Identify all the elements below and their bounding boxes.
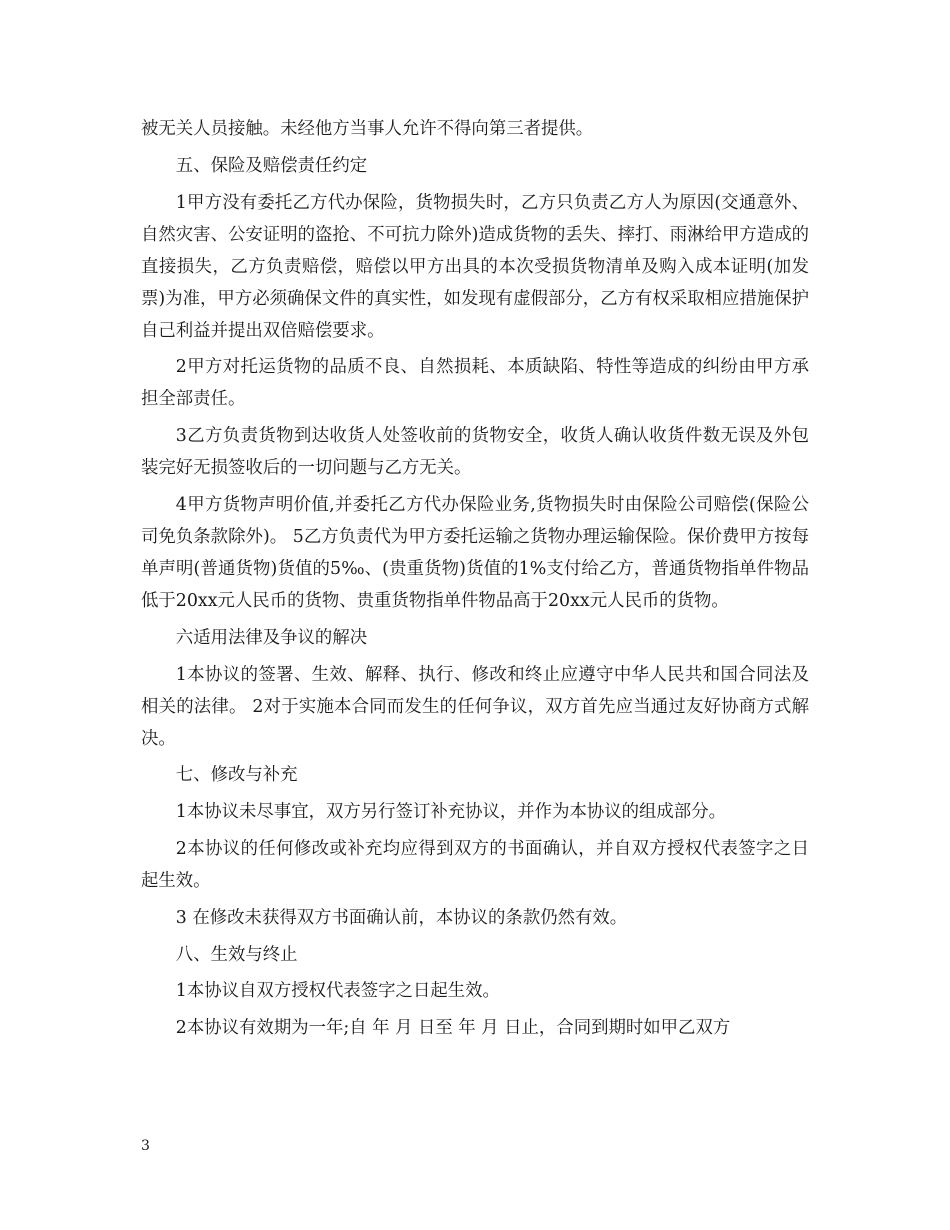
clause-amendment-1: 1本协议未尽事宜，双方另行签订补充协议，并作为本协议的组成部分。 <box>175 802 726 823</box>
section-heading-law: 六适用法律及争议的解决 <box>175 627 368 648</box>
clause-amendment-2: 2本协议的任何修改或补充均应得到双方的书面确认，并自双方授权代表签字之日起生效。 <box>141 838 809 891</box>
section-heading-insurance: 五、保险及赔偿责任约定 <box>175 155 368 176</box>
page-number: 3 <box>141 1138 150 1154</box>
section-heading-validity: 八、生效与终止 <box>175 944 298 965</box>
clause-insurance-3: 3乙方负责货物到达收货人处签收前的货物安全，收货人确认收货件数无误及外包装完好无损签收后的一切问题与乙方无关。 <box>141 426 809 479</box>
paragraph-continuation: 被无关人员接触。未经他方当事人允许不得向第三者提供。 <box>141 119 594 139</box>
clause-insurance-2: 2甲方对托运货物的品质不良、自然损耗、本质缺陷、特性等造成的纠纷由甲方承担全部责任。 <box>141 357 809 410</box>
clause-law-1-2: 1本协议的签署、生效、解释、执行、修改和终止应遵守中华人民共和国合同法及相关的法律。 2对于实施本合同而发生的任何争议，双方首先应当通过友好协商方式解决。 <box>141 664 809 749</box>
clause-insurance-4-5: 4甲方货物声明价值,并委托乙方代办保险业务,货物损失时由保险公司赔偿(保险公司免负条款除外)。 5乙方负责代为甲方委托运输之货物办理运输保险。保价费甲方按每单声明(普通货物)货值的5‰、(贵重货物)货值的1%支付给乙方，普通货物指单件物品低于20xx元人民币的货物、贵重货物指单件物品高于20xx元人民币的货物。 <box>141 494 809 611</box>
clause-amendment-3: 3 在修改未获得双方书面确认前，本协议的条款仍然有效。 <box>175 907 628 928</box>
section-heading-amendment: 七、修改与补充 <box>175 765 298 786</box>
clause-validity-2: 2本协议有效期为一年;自 年 月 日至 年 月 日止，合同到期时如甲乙双方 <box>175 1018 731 1039</box>
document-body <box>141 113 809 1049</box>
clause-validity-1: 1本协议自双方授权代表签字之日起生效。 <box>175 981 500 1002</box>
clause-insurance-1: 1甲方没有委托乙方代办保险，货物损失时，乙方只负责乙方人为原因(交通意外、自然灾害、公安证明的盗抢、不可抗力除外)造成货物的丢失、摔打、雨淋给甲方造成的直接损失，乙方负责赔偿，赔偿以甲方出具的本次受损货物清单及购入成本证明(加发票)为准，甲方必须确保文件的真实性，如发现有虚假部分，乙方有权采取相应措施保护自己利益并提出双倍赔偿要求。 <box>141 192 809 341</box>
